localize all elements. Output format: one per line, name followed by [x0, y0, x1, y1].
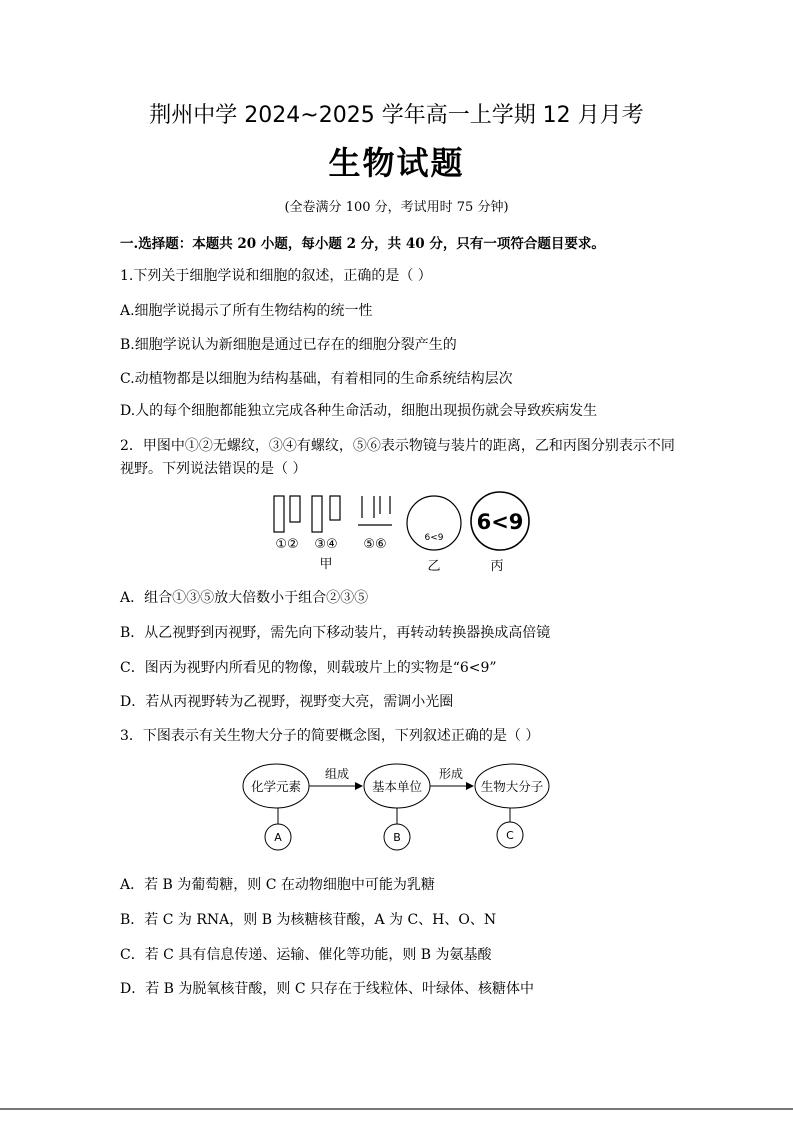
arrow-compose-label: 组成	[324, 767, 350, 781]
q1-option-a: A.细胞学说揭示了所有生物结构的统一性	[120, 303, 373, 319]
lens-3	[312, 496, 322, 532]
exam-note: (全卷满分 100 分，考试用时 75 分钟)	[284, 200, 509, 215]
section-heading: 一.选择题：本题共 20 小题，每小题 2 分，共 40 分，只有一项符合题目要求。	[120, 236, 605, 252]
microscope-figure	[262, 488, 542, 578]
q1-stem: 1.下列关于细胞学说和细胞的叙述，正确的是（ ）	[120, 268, 432, 284]
label-bing: 丙	[490, 559, 504, 574]
q1-option-b: B.细胞学说认为新细胞是通过已存在的细胞分裂产生的	[120, 337, 457, 353]
label-jia: 甲	[319, 557, 333, 572]
node-basic-unit-label: 基本单位	[371, 779, 423, 794]
node-macromolecule-label: 生物大分子	[480, 779, 544, 794]
lens-label-34: ③④	[314, 537, 338, 552]
q2-option-c: C．图丙为视野内所看见的物像，则载玻片上的实物是“6<9”	[120, 660, 497, 676]
q3-option-a: A．若 B 为葡萄糖，则 C 在动物细胞中可能为乳糖	[120, 877, 435, 893]
q2-stem-line1: 2．甲图中①②无螺纹，③④有螺纹，⑤⑥表示物镜与装片的距离，乙和丙图分别表示不同	[120, 438, 675, 454]
q3-option-d: D．若 B 为脱氧核苷酸，则 C 只存在于线粒体、叶绿体、核糖体中	[120, 981, 535, 997]
q3-option-b: B．若 C 为 RNA，则 B 为核糖核苷酸，A 为 C、H、O、N	[120, 912, 497, 928]
lens-1	[274, 496, 284, 532]
lens-2	[290, 496, 300, 522]
lens-label-12: ①②	[275, 537, 299, 552]
page-bottom-rule	[0, 1108, 793, 1110]
yi-image-text: 6<9	[424, 533, 444, 543]
q3-option-c: C．若 C 具有信息传递、运输、催化等功能，则 B 为氨基酸	[120, 947, 492, 963]
q2-stem-line2: 视野。下列说法错误的是（ ）	[120, 461, 307, 477]
circle-c-label: C	[506, 829, 514, 842]
exam-title: 荆州中学 2024~2025 学年高一上学期 12 月月考	[149, 103, 644, 128]
arrow-form-label: 形成	[438, 767, 464, 781]
label-yi: 乙	[427, 559, 441, 574]
q3-stem: 3．下图表示有关生物大分子的简要概念图，下列叙述正确的是（ ）	[120, 728, 540, 744]
subject-title: 生物试题	[328, 144, 465, 182]
circle-a-label: A	[274, 831, 282, 844]
node-elements-label: 化学元素	[250, 779, 302, 794]
concept-map-figure	[240, 758, 560, 858]
lens-label-56: ⑤⑥	[363, 537, 387, 552]
lens-4	[330, 496, 340, 520]
q1-option-c: C.动植物都是以细胞为结构基础，有着相同的生命系统结构层次	[120, 371, 513, 387]
q1-option-d: D.人的每个细胞都能独立完成各种生命活动，细胞出现损伤就会导致疾病发生	[120, 403, 598, 419]
q2-option-d: D．若从丙视野转为乙视野，视野变大亮，需调小光圈	[120, 694, 454, 710]
bing-image-text: 6<9	[476, 510, 524, 534]
circle-b-label: B	[393, 831, 401, 844]
q2-option-a: A．组合①③⑤放大倍数小于组合②③⑤	[120, 590, 369, 606]
q2-option-b: B．从乙视野到丙视野，需先向下移动装片，再转动转换器换成高倍镜	[120, 625, 551, 641]
